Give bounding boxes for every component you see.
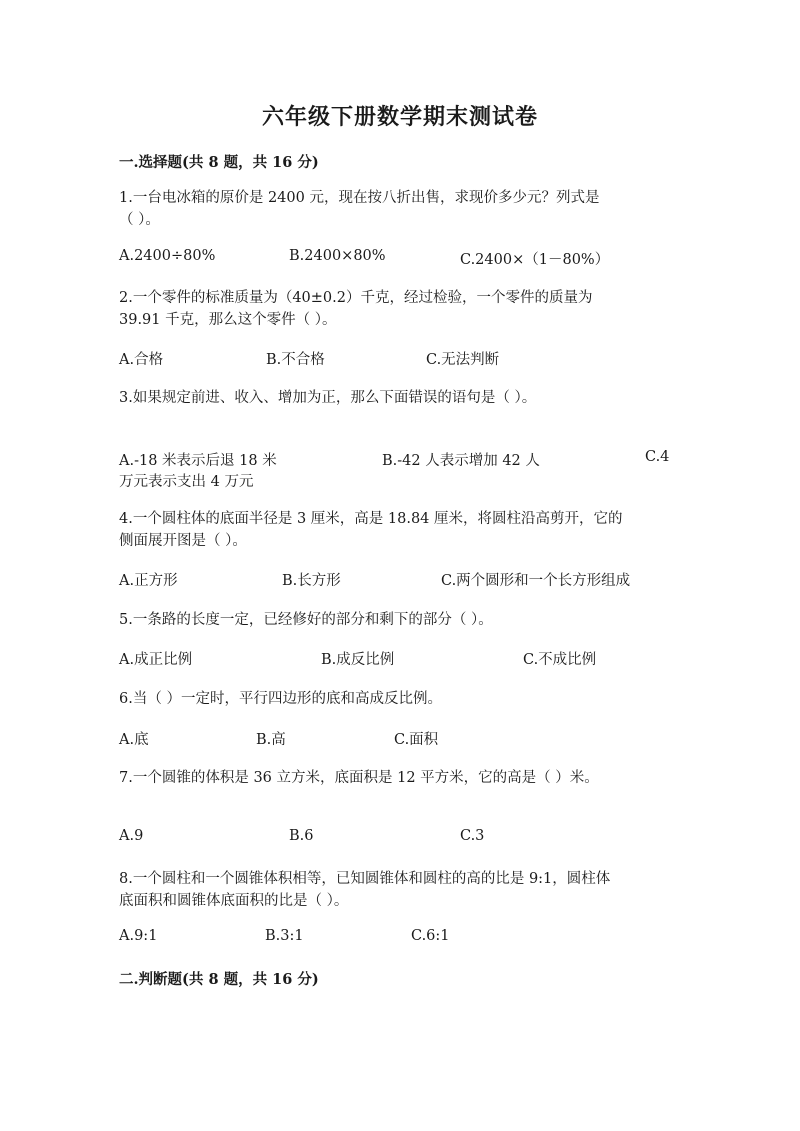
option-b: B.-42 人表示增加 42 人 — [382, 453, 540, 469]
option-c: C.不成比例 — [523, 652, 597, 668]
question-1 — [119, 187, 679, 231]
question-text-line: 39.91 千克，那么这个零件（ ）。 — [119, 312, 337, 328]
section-heading-choice: 一.选择题(共 8 题，共 16 分) — [119, 154, 319, 171]
option-c: C.无法判断 — [426, 352, 500, 368]
option-b: B.2400×80% — [289, 248, 386, 264]
question-text-line: 6.当（ ）一定时，平行四边形的底和高成反比例。 — [119, 691, 442, 707]
option-b: B.不合格 — [266, 352, 325, 368]
options-row-2 — [119, 348, 679, 370]
option-a: A.合格 — [119, 352, 164, 368]
question-6 — [119, 688, 679, 710]
question-text-line: 侧面展开图是（ ）。 — [119, 533, 247, 549]
option-a: A.底 — [119, 732, 149, 748]
option-c: C.面积 — [394, 732, 439, 748]
option-a: A.-18 米表示后退 18 米 — [119, 453, 277, 469]
question-8 — [119, 868, 679, 912]
option-a: A.9 — [119, 828, 144, 844]
question-text-line: 7.一个圆锥的体积是 36 立方米，底面积是 12 平方米，它的高是（ ）米。 — [119, 770, 599, 786]
question-text-line: 2.一个零件的标准质量为（40±0.2）千克，经过检验，一个零件的质量为 — [119, 290, 593, 306]
option-c-continued: 万元表示支出 4 万元 — [119, 474, 254, 490]
question-text-line: 底面积和圆锥体底面积的比是（ ）。 — [119, 893, 349, 909]
option-c: C.2400×（1－80%） — [460, 252, 610, 268]
option-b: B.6 — [289, 828, 314, 844]
question-text-line: 5.一条路的长度一定，已经修好的部分和剩下的部分（ ）。 — [119, 612, 493, 628]
options-row-5 — [119, 648, 679, 670]
question-text-line: 8.一个圆柱和一个圆锥体积相等，已知圆锥体和圆柱的高的比是 9:1，圆柱体 — [119, 871, 611, 887]
options-row-3-continued — [119, 470, 679, 492]
option-a: A.成正比例 — [119, 652, 193, 668]
option-c: C.4 — [645, 449, 670, 465]
question-text-line: （ ）。 — [119, 212, 160, 228]
options-row-8 — [119, 928, 679, 950]
option-a: A.2400÷80% — [119, 248, 216, 264]
options-row-6 — [119, 728, 679, 750]
option-a: A.正方形 — [119, 573, 178, 589]
question-7 — [119, 767, 679, 789]
option-c: C.两个圆形和一个长方形组成 — [441, 573, 631, 589]
option-a: A.9:1 — [119, 928, 158, 944]
option-c: C.6:1 — [411, 928, 450, 944]
options-row-7 — [119, 828, 679, 850]
question-4 — [119, 508, 679, 552]
option-b: B.3:1 — [265, 928, 304, 944]
question-5 — [119, 609, 679, 631]
section-heading-judgement: 二.判断题(共 8 题，共 16 分) — [119, 971, 319, 988]
option-b: B.高 — [256, 732, 286, 748]
option-b: B.成反比例 — [321, 652, 395, 668]
options-row-1 — [119, 248, 679, 270]
page-title: 六年级下册数学期末测试卷 — [261, 104, 538, 130]
question-text-line: 1.一台电冰箱的原价是 2400 元，现在按八折出售，求现价多少元？列式是 — [119, 190, 600, 206]
option-b: B.长方形 — [282, 573, 341, 589]
option-c: C.3 — [460, 828, 485, 844]
question-text-line: 3.如果规定前进、收入、增加为正，那么下面错误的语句是（ ）。 — [119, 390, 537, 406]
options-row-3 — [119, 449, 679, 471]
question-2 — [119, 287, 679, 331]
options-row-4 — [119, 569, 679, 591]
question-text-line: 4.一个圆柱体的底面半径是 3 厘米，高是 18.84 厘米，将圆柱沿高剪开，它的 — [119, 511, 623, 527]
question-3 — [119, 387, 679, 409]
